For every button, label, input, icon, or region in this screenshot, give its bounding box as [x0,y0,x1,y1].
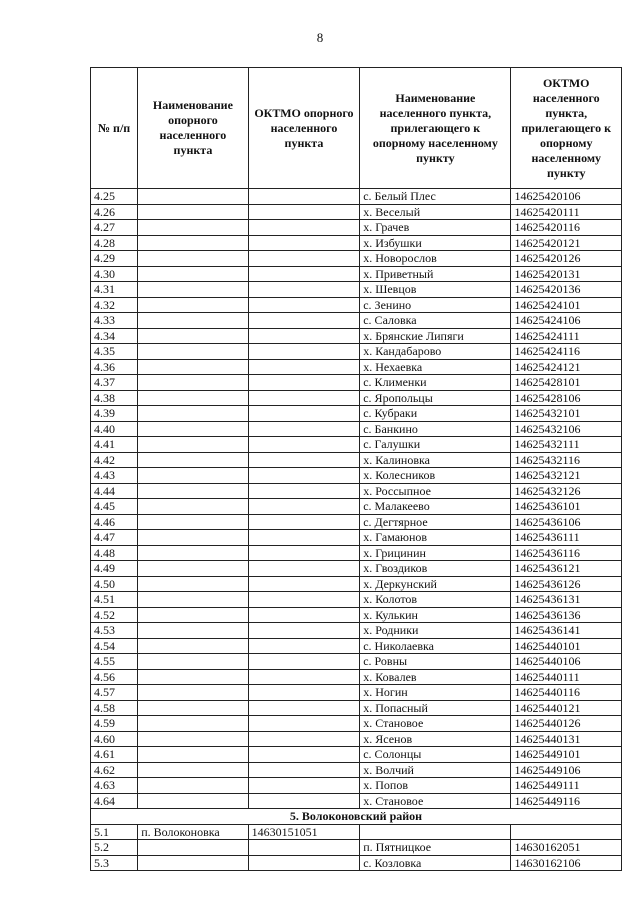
adjacent-oktmo-cell: 14625420131 [511,266,622,282]
row-number-cell: 5.1 [91,824,138,840]
row-number-cell: 4.57 [91,685,138,701]
support-name-cell [138,390,248,406]
table-body [91,189,622,871]
support-name-cell [138,344,248,360]
support-oktmo-cell [248,669,360,685]
row-number-cell: 4.43 [91,468,138,484]
table-row [91,282,622,298]
support-oktmo-cell [248,778,360,794]
adjacent-name-cell [360,824,511,840]
row-number-cell: 4.47 [91,530,138,546]
adjacent-name-cell: х. Попасный [360,700,511,716]
table-row [91,375,622,391]
adjacent-name-cell: х. Родники [360,623,511,639]
adjacent-oktmo-cell: 14625440101 [511,638,622,654]
table-row [91,235,622,251]
adjacent-oktmo-cell: 14625449116 [511,793,622,809]
support-name-cell [138,747,248,763]
table-row [91,638,622,654]
adjacent-oktmo-cell: 14625424116 [511,344,622,360]
adjacent-oktmo-cell: 14625420116 [511,220,622,236]
table-row [91,778,622,794]
adjacent-name-cell: х. Попов [360,778,511,794]
support-oktmo-cell [248,607,360,623]
support-oktmo-cell [248,700,360,716]
table-row [91,266,622,282]
table-row [91,251,622,267]
table-row [91,793,622,809]
section-title: 5. Волоконовский район [91,809,622,825]
support-name-cell [138,468,248,484]
row-number-cell: 4.33 [91,313,138,329]
support-oktmo-cell [248,685,360,701]
adjacent-name-cell: х. Ясенов [360,731,511,747]
table-row [91,561,622,577]
support-name-cell: п. Волоконовка [138,824,248,840]
row-number-cell: 4.41 [91,437,138,453]
header-adjacent-oktmo: ОКТМО населенного пункта, прилегающего к опорному населенному пункту [511,68,622,189]
row-number-cell: 5.3 [91,855,138,871]
row-number-cell: 4.28 [91,235,138,251]
adjacent-name-cell: с. Зенино [360,297,511,313]
support-name-cell [138,778,248,794]
adjacent-oktmo-cell: 14625436121 [511,561,622,577]
header-number: № п/п [91,68,138,189]
adjacent-name-cell: х. Избушки [360,235,511,251]
support-oktmo-cell [248,638,360,654]
adjacent-name-cell: х. Становое [360,716,511,732]
support-name-cell [138,282,248,298]
support-oktmo-cell [248,421,360,437]
support-name-cell [138,654,248,670]
adjacent-name-cell: х. Деркунский [360,576,511,592]
table-row [91,344,622,360]
row-number-cell: 4.64 [91,793,138,809]
support-name-cell [138,189,248,205]
adjacent-name-cell: х. Брянские Липяги [360,328,511,344]
support-name-cell [138,700,248,716]
table-row [91,731,622,747]
adjacent-name-cell: х. Нехаевка [360,359,511,375]
support-oktmo-cell [248,328,360,344]
adjacent-name-cell: с. Клименки [360,375,511,391]
support-name-cell [138,421,248,437]
adjacent-name-cell: х. Калиновка [360,452,511,468]
row-number-cell: 4.61 [91,747,138,763]
table-row [91,685,622,701]
row-number-cell: 4.45 [91,499,138,515]
table-row [91,654,622,670]
adjacent-name-cell: с. Саловка [360,313,511,329]
support-oktmo-cell [248,623,360,639]
adjacent-name-cell: х. Становое [360,793,511,809]
table-row [91,855,622,871]
adjacent-oktmo-cell: 14625432116 [511,452,622,468]
support-oktmo-cell [248,530,360,546]
adjacent-oktmo-cell: 14625424111 [511,328,622,344]
adjacent-oktmo-cell: 14625432106 [511,421,622,437]
support-name-cell [138,669,248,685]
support-oktmo-cell [248,545,360,561]
support-name-cell [138,793,248,809]
support-oktmo-cell [248,793,360,809]
adjacent-oktmo-cell: 14625436101 [511,499,622,515]
adjacent-oktmo-cell: 14625449101 [511,747,622,763]
table-row [91,747,622,763]
adjacent-oktmo-cell: 14625420126 [511,251,622,267]
support-oktmo-cell [248,375,360,391]
adjacent-name-cell: х. Приветный [360,266,511,282]
support-name-cell [138,607,248,623]
row-number-cell: 4.46 [91,514,138,530]
support-name-cell [138,592,248,608]
section-row [91,809,622,825]
table-row [91,700,622,716]
adjacent-name-cell: п. Пятницкое [360,840,511,856]
adjacent-name-cell: с. Дегтярное [360,514,511,530]
adjacent-name-cell: х. Новорослов [360,251,511,267]
support-name-cell [138,762,248,778]
adjacent-name-cell: х. Грицинин [360,545,511,561]
adjacent-oktmo-cell: 14625449106 [511,762,622,778]
adjacent-name-cell: х. Россыпное [360,483,511,499]
adjacent-name-cell: х. Гвоздиков [360,561,511,577]
support-name-cell [138,530,248,546]
row-number-cell: 4.60 [91,731,138,747]
table-row [91,607,622,623]
support-oktmo-cell [248,437,360,453]
support-oktmo-cell [248,359,360,375]
adjacent-oktmo-cell: 14630162051 [511,840,622,856]
support-oktmo-cell [248,189,360,205]
row-number-cell: 4.52 [91,607,138,623]
support-oktmo-cell [248,452,360,468]
row-number-cell: 4.34 [91,328,138,344]
adjacent-name-cell: с. Ровны [360,654,511,670]
adjacent-oktmo-cell: 14625428106 [511,390,622,406]
adjacent-name-cell: х. Колесников [360,468,511,484]
adjacent-oktmo-cell: 14625436136 [511,607,622,623]
adjacent-name-cell: с. Банкино [360,421,511,437]
adjacent-oktmo-cell: 14625440121 [511,700,622,716]
header-support-oktmo: ОКТМО опорного населенного пункта [248,68,360,189]
support-oktmo-cell: 14630151051 [248,824,360,840]
row-number-cell: 4.59 [91,716,138,732]
support-oktmo-cell [248,406,360,422]
table-row [91,499,622,515]
adjacent-oktmo-cell: 14625432121 [511,468,622,484]
row-number-cell: 4.32 [91,297,138,313]
support-oktmo-cell [248,266,360,282]
adjacent-name-cell: х. Колотов [360,592,511,608]
row-number-cell: 4.55 [91,654,138,670]
support-name-cell [138,406,248,422]
support-name-cell [138,576,248,592]
row-number-cell: 4.26 [91,204,138,220]
support-oktmo-cell [248,716,360,732]
header-adjacent-name: Наименование населенного пункта, прилегающего к опорному населенному пункту [360,68,511,189]
table-row [91,468,622,484]
adjacent-oktmo-cell: 14625436111 [511,530,622,546]
adjacent-name-cell: с. Козловка [360,855,511,871]
support-oktmo-cell [248,251,360,267]
support-name-cell [138,437,248,453]
support-oktmo-cell [248,390,360,406]
adjacent-oktmo-cell: 14625436131 [511,592,622,608]
settlements-table [90,67,622,871]
support-name-cell [138,561,248,577]
adjacent-oktmo-cell: 14625420121 [511,235,622,251]
row-number-cell: 4.54 [91,638,138,654]
table-row [91,824,622,840]
row-number-cell: 4.50 [91,576,138,592]
row-number-cell: 4.35 [91,344,138,360]
support-oktmo-cell [248,220,360,236]
adjacent-name-cell: х. Ковалев [360,669,511,685]
adjacent-oktmo-cell: 14625432111 [511,437,622,453]
adjacent-name-cell: х. Кулькин [360,607,511,623]
adjacent-oktmo-cell: 14630162106 [511,855,622,871]
support-oktmo-cell [248,468,360,484]
support-name-cell [138,545,248,561]
adjacent-oktmo-cell: 14625424121 [511,359,622,375]
adjacent-name-cell: х. Волчий [360,762,511,778]
adjacent-oktmo-cell: 14625424106 [511,313,622,329]
support-name-cell [138,499,248,515]
adjacent-name-cell: х. Кандабарово [360,344,511,360]
adjacent-oktmo-cell: 14625436141 [511,623,622,639]
table-row [91,220,622,236]
support-oktmo-cell [248,344,360,360]
adjacent-oktmo-cell: 14625424101 [511,297,622,313]
table-row [91,530,622,546]
adjacent-name-cell: с. Галушки [360,437,511,453]
support-oktmo-cell [248,204,360,220]
table-row [91,452,622,468]
support-oktmo-cell [248,483,360,499]
support-name-cell [138,313,248,329]
support-oktmo-cell [248,840,360,856]
table-row [91,762,622,778]
table-row [91,669,622,685]
support-oktmo-cell [248,654,360,670]
row-number-cell: 4.39 [91,406,138,422]
table-row [91,514,622,530]
row-number-cell: 5.2 [91,840,138,856]
table-row [91,576,622,592]
support-name-cell [138,840,248,856]
support-oktmo-cell [248,282,360,298]
table-row [91,204,622,220]
adjacent-oktmo-cell: 14625420136 [511,282,622,298]
support-oktmo-cell [248,313,360,329]
adjacent-oktmo-cell: 14625420111 [511,204,622,220]
header-support-name: Наименование опорного населенного пункта [138,68,248,189]
support-name-cell [138,297,248,313]
table-row [91,421,622,437]
table-row [91,483,622,499]
adjacent-oktmo-cell: 14625440131 [511,731,622,747]
table-row [91,189,622,205]
table-row [91,716,622,732]
table-row [91,592,622,608]
row-number-cell: 4.58 [91,700,138,716]
support-oktmo-cell [248,731,360,747]
row-number-cell: 4.44 [91,483,138,499]
adjacent-oktmo-cell: 14625420106 [511,189,622,205]
adjacent-name-cell: с. Солонцы [360,747,511,763]
support-name-cell [138,514,248,530]
adjacent-oktmo-cell: 14625440111 [511,669,622,685]
support-name-cell [138,638,248,654]
adjacent-name-cell: с. Николаевка [360,638,511,654]
support-name-cell [138,220,248,236]
table-row [91,359,622,375]
adjacent-oktmo-cell: 14625436126 [511,576,622,592]
support-oktmo-cell [248,762,360,778]
adjacent-oktmo-cell: 14625440126 [511,716,622,732]
support-oktmo-cell [248,747,360,763]
adjacent-name-cell: х. Веселый [360,204,511,220]
row-number-cell: 4.48 [91,545,138,561]
adjacent-oktmo-cell: 14625440106 [511,654,622,670]
row-number-cell: 4.42 [91,452,138,468]
table-row [91,545,622,561]
adjacent-name-cell: с. Малакеево [360,499,511,515]
adjacent-name-cell: с. Кубраки [360,406,511,422]
row-number-cell: 4.25 [91,189,138,205]
adjacent-oktmo-cell [511,824,622,840]
adjacent-name-cell: х. Ногин [360,685,511,701]
table-row [91,328,622,344]
adjacent-oktmo-cell: 14625436106 [511,514,622,530]
adjacent-oktmo-cell: 14625432126 [511,483,622,499]
support-name-cell [138,204,248,220]
row-number-cell: 4.63 [91,778,138,794]
table-row [91,390,622,406]
adjacent-name-cell: х. Грачев [360,220,511,236]
table-row [91,437,622,453]
row-number-cell: 4.38 [91,390,138,406]
support-oktmo-cell [248,592,360,608]
adjacent-oktmo-cell: 14625432101 [511,406,622,422]
table-row [91,840,622,856]
row-number-cell: 4.36 [91,359,138,375]
support-oktmo-cell [248,297,360,313]
table-row [91,623,622,639]
adjacent-oktmo-cell: 14625449111 [511,778,622,794]
adjacent-oktmo-cell: 14625440116 [511,685,622,701]
support-name-cell [138,685,248,701]
support-name-cell [138,855,248,871]
row-number-cell: 4.29 [91,251,138,267]
row-number-cell: 4.40 [91,421,138,437]
row-number-cell: 4.31 [91,282,138,298]
row-number-cell: 4.37 [91,375,138,391]
support-name-cell [138,483,248,499]
support-name-cell [138,235,248,251]
support-oktmo-cell [248,514,360,530]
adjacent-oktmo-cell: 14625436116 [511,545,622,561]
support-name-cell [138,731,248,747]
page-number: 8 [316,30,324,45]
row-number-cell: 4.51 [91,592,138,608]
support-name-cell [138,359,248,375]
support-name-cell [138,716,248,732]
adjacent-name-cell: х. Гамаюнов [360,530,511,546]
table-row [91,313,622,329]
table-row [91,297,622,313]
support-name-cell [138,266,248,282]
row-number-cell: 4.53 [91,623,138,639]
adjacent-name-cell: с. Яропольцы [360,390,511,406]
support-name-cell [138,375,248,391]
support-oktmo-cell [248,561,360,577]
adjacent-name-cell: х. Шевцов [360,282,511,298]
support-oktmo-cell [248,855,360,871]
adjacent-name-cell: с. Белый Плес [360,189,511,205]
support-oktmo-cell [248,576,360,592]
support-oktmo-cell [248,499,360,515]
support-oktmo-cell [248,235,360,251]
row-number-cell: 4.62 [91,762,138,778]
adjacent-oktmo-cell: 14625428101 [511,375,622,391]
table-row [91,406,622,422]
support-name-cell [138,623,248,639]
row-number-cell: 4.27 [91,220,138,236]
row-number-cell: 4.49 [91,561,138,577]
row-number-cell: 4.30 [91,266,138,282]
support-name-cell [138,328,248,344]
support-name-cell [138,251,248,267]
table-header-row [91,68,622,189]
row-number-cell: 4.56 [91,669,138,685]
support-name-cell [138,452,248,468]
